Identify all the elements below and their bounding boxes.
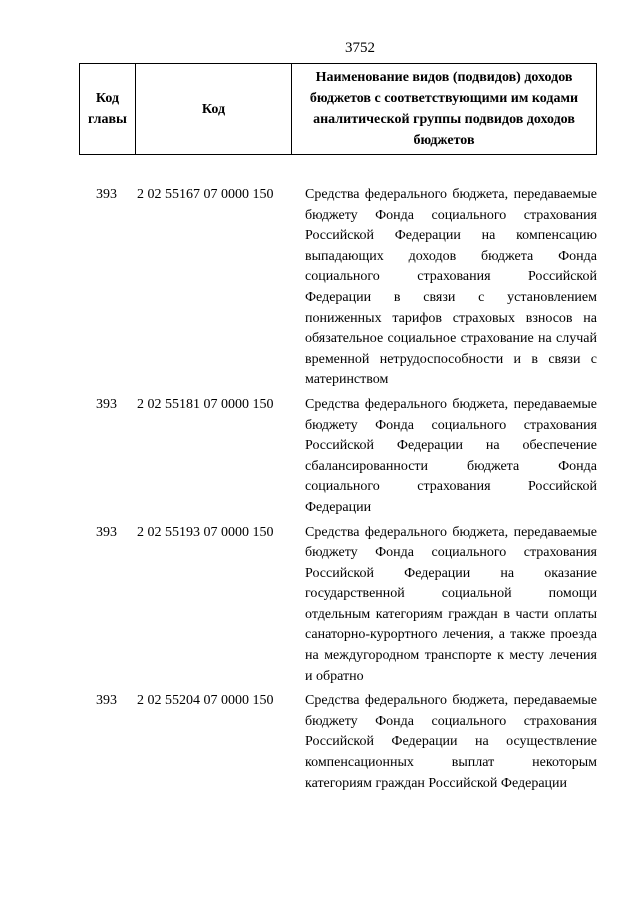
- table-row: [79, 691, 597, 794]
- row-code: 2 02 55181 07 0000 150: [137, 396, 274, 412]
- row-chapter: 393: [96, 524, 117, 540]
- row-name: Средства федерального бюджета, передаваемые бюджету Фонда социального страхования Российской Федерации на компенсацию выпадающих доходов бюджета Фонда социального страхования Российской Федерации в связи с установлением пониженных тарифов страховых взносов на обязательное социальное страхование на случай временной нетрудоспособности и в связи с материнством: [305, 187, 597, 388]
- row-chapter: 393: [96, 693, 117, 709]
- table-body: [79, 185, 597, 794]
- row-code: 2 02 55167 07 0000 150: [137, 187, 274, 202]
- row-chapter: 393: [96, 187, 117, 202]
- row-code: 2 02 55204 07 0000 150: [137, 693, 274, 709]
- row-chapter: 393: [96, 396, 117, 412]
- header-code: Код: [136, 64, 292, 155]
- table-row: [79, 395, 597, 519]
- page-number: 3752: [345, 40, 375, 56]
- row-name: Средства федерального бюджета, передаваемые бюджету Фонда социального страхования Российской Федерации на обеспечение сбалансированности бюджета Фонда социального страхования Российской Федерации: [305, 396, 597, 515]
- row-name: Средства федерального бюджета, передаваемые бюджету Фонда социального страхования Российской Федерации на осуществление компенсационных выплат некоторым категориям граждан Российской Федерации: [305, 693, 597, 791]
- header-name: Наименование видов (подвидов) доходов бюджетов с соответствующими им кодами аналитической группы подвидов доходов бюджетов: [292, 64, 597, 155]
- row-name: Средства федерального бюджета, передаваемые бюджету Фонда социального страхования Российской Федерации на оказание государственной социальной помощи отдельным категориям граждан в части оплаты санаторно-курортного лечения, а также проезда на междугородном транспорте к месту лечения и обратно: [305, 524, 597, 684]
- table-header: [79, 63, 597, 155]
- header-chapter-code: Код главы: [80, 64, 136, 155]
- table-row: [79, 523, 597, 688]
- table-row: [79, 185, 597, 391]
- row-code: 2 02 55193 07 0000 150: [137, 524, 274, 540]
